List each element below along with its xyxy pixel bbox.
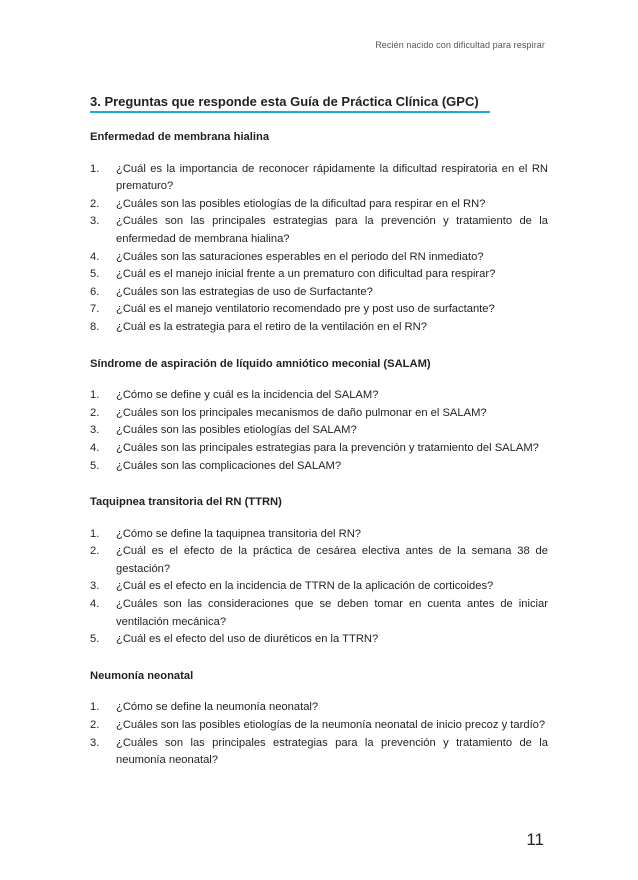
list-item bbox=[90, 440, 548, 458]
item-text: ¿Cuáles son las principales estrategias para la prevención y tratamiento de la enfermedad de membrana hialina? bbox=[116, 215, 548, 245]
list-item bbox=[90, 249, 548, 267]
questions-content bbox=[90, 129, 548, 789]
group-heading: Taquipnea transitoria del RN (TTRN) bbox=[90, 496, 282, 509]
item-number: 8. bbox=[90, 320, 100, 333]
item-number: 3. bbox=[90, 736, 100, 749]
question-list bbox=[90, 161, 548, 337]
item-text: ¿Cuáles son las principales estrategias para la prevención y tratamiento del SALAM? bbox=[116, 441, 539, 454]
item-number: 4. bbox=[90, 598, 100, 611]
item-number: 3. bbox=[90, 580, 100, 593]
item-text: ¿Cuáles son las posibles etiologías de la neumonía neonatal de inicio precoz y tardío? bbox=[116, 719, 546, 732]
item-number: 2. bbox=[90, 197, 100, 210]
item-number: 5. bbox=[90, 459, 100, 472]
item-number: 2. bbox=[90, 545, 100, 558]
item-text: ¿Cuáles son las posibles etiologías del SALAM? bbox=[116, 424, 357, 437]
list-item bbox=[90, 405, 548, 423]
list-item bbox=[90, 266, 548, 284]
item-number: 6. bbox=[90, 285, 100, 298]
list-item bbox=[90, 596, 548, 631]
question-list bbox=[90, 699, 548, 769]
item-number: 4. bbox=[90, 441, 100, 454]
title-underline bbox=[90, 111, 490, 113]
item-number: 3. bbox=[90, 215, 100, 228]
item-text: ¿Cuál es el efecto de la práctica de cesárea electiva antes de la semana 38 de gestación? bbox=[116, 545, 548, 575]
running-header: Recién nacido con dificultad para respirar bbox=[375, 40, 545, 50]
list-item bbox=[90, 526, 548, 544]
list-item bbox=[90, 196, 548, 214]
item-text: ¿Cuáles son las complicaciones del SALAM? bbox=[116, 459, 342, 472]
group-membrana-hialina bbox=[90, 129, 548, 337]
item-text: ¿Cuáles son las posibles etiologías de la dificultad para respirar en el RN? bbox=[116, 197, 486, 210]
item-text: ¿Cómo se define la neumonía neonatal? bbox=[116, 701, 319, 714]
item-text: ¿Cuál es el manejo inicial frente a un prematuro con dificultad para respirar? bbox=[116, 268, 496, 281]
item-number: 2. bbox=[90, 719, 100, 732]
item-text: ¿Cuáles son los principales mecanismos de daño pulmonar en el SALAM? bbox=[116, 406, 487, 419]
item-number: 5. bbox=[90, 633, 100, 646]
list-item bbox=[90, 213, 548, 248]
item-text: ¿Cómo se define la taquipnea transitoria del RN? bbox=[116, 527, 362, 540]
item-text: ¿Cuál es la estrategia para el retiro de la ventilación en el RN? bbox=[116, 320, 427, 333]
list-item bbox=[90, 631, 548, 649]
item-text: ¿Cuál es el efecto en la incidencia de TTRN de la aplicación de corticoides? bbox=[116, 580, 494, 593]
item-text: ¿Cómo se define y cuál es la incidencia del SALAM? bbox=[116, 389, 379, 402]
item-text: ¿Cuáles son las saturaciones esperables en el periodo del RN inmediato? bbox=[116, 250, 484, 263]
item-text: ¿Cuáles son las estrategias de uso de Surfactante? bbox=[116, 285, 373, 298]
item-number: 1. bbox=[90, 527, 100, 540]
group-salam bbox=[90, 356, 548, 476]
list-item bbox=[90, 458, 548, 476]
group-heading: Síndrome de aspiración de líquido amniótico meconial (SALAM) bbox=[90, 357, 431, 370]
group-ttrn bbox=[90, 494, 548, 649]
item-text: ¿Cuáles son las principales estrategias para la prevención y tratamiento de la neumonía neonatal? bbox=[116, 736, 548, 767]
item-text: ¿Cuál es el efecto del uso de diuréticos en la TTRN? bbox=[116, 633, 379, 646]
item-text: ¿Cuál es el manejo ventilatorio recomendado pre y post uso de surfactante? bbox=[116, 303, 495, 316]
list-item bbox=[90, 578, 548, 596]
list-item bbox=[90, 735, 548, 770]
list-item bbox=[90, 387, 548, 405]
list-item bbox=[90, 717, 548, 735]
item-number: 5. bbox=[90, 268, 100, 281]
group-heading: Neumonía neonatal bbox=[90, 669, 194, 682]
question-list bbox=[90, 387, 548, 475]
question-list bbox=[90, 526, 548, 649]
section-title: 3. Preguntas que responde esta Guía de Práctica Clínica (GPC) bbox=[90, 94, 479, 109]
group-neumonia bbox=[90, 668, 548, 770]
item-number: 7. bbox=[90, 303, 100, 316]
item-number: 1. bbox=[90, 701, 100, 714]
list-item bbox=[90, 543, 548, 578]
list-item bbox=[90, 161, 548, 196]
item-number: 3. bbox=[90, 424, 100, 437]
item-text: ¿Cuál es la importancia de reconocer rápidamente la dificultad respiratoria en el RN prematuro? bbox=[116, 162, 548, 193]
list-item bbox=[90, 284, 548, 302]
item-number: 2. bbox=[90, 406, 100, 419]
list-item bbox=[90, 301, 548, 319]
page-number: 11 bbox=[526, 830, 544, 849]
group-heading: Enfermedad de membrana hialina bbox=[90, 131, 270, 143]
list-item bbox=[90, 422, 548, 440]
item-number: 1. bbox=[90, 162, 100, 175]
item-number: 4. bbox=[90, 250, 100, 263]
list-item bbox=[90, 699, 548, 717]
item-text: ¿Cuáles son las consideraciones que se deben tomar en cuenta antes de iniciar ventilación mecánica? bbox=[116, 598, 548, 628]
list-item bbox=[90, 319, 548, 337]
item-number: 1. bbox=[90, 389, 100, 402]
